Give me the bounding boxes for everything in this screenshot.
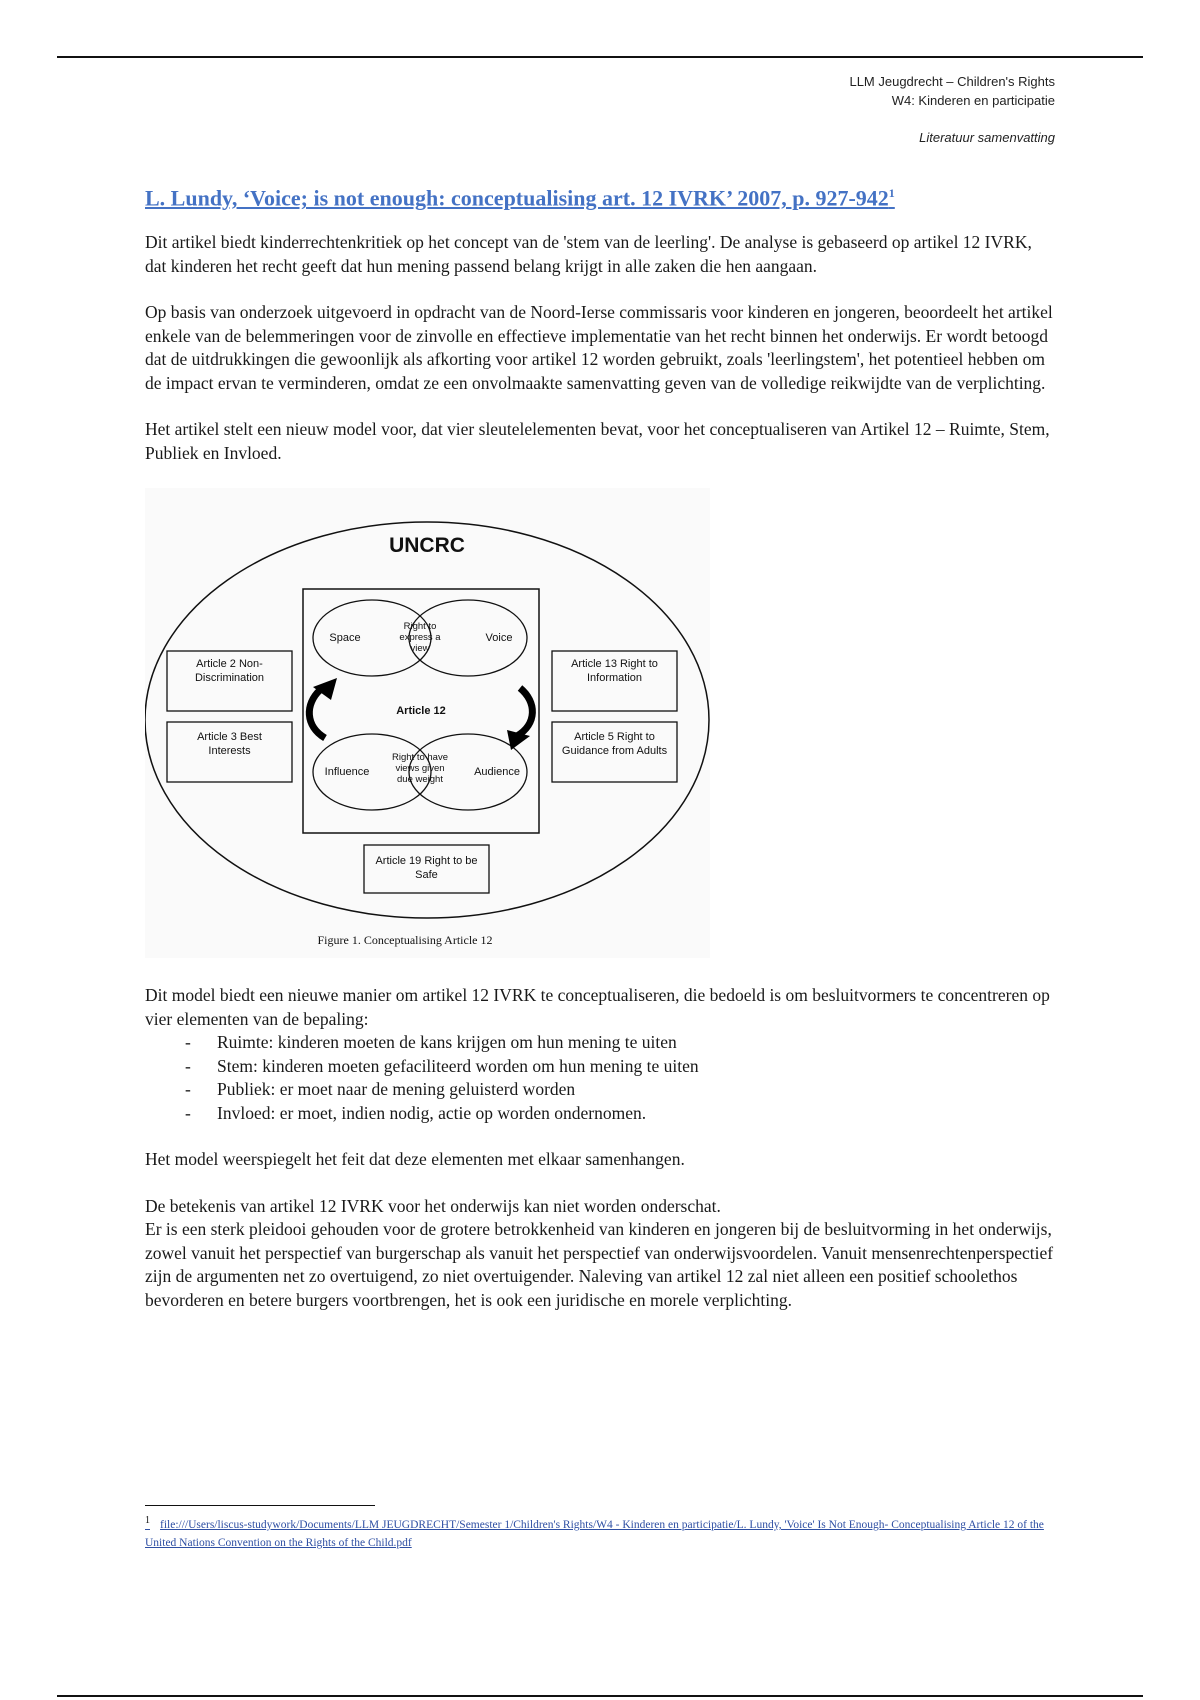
label-article-5: Article 5 Right to Guidance from Adults xyxy=(561,731,668,758)
list-item: - Invloed: er moet, indien nodig, actie op worden ondernomen. xyxy=(185,1102,1055,1126)
bottom-rule xyxy=(57,1695,1143,1697)
label-voice: Voice xyxy=(485,632,513,645)
title-footnote-ref[interactable]: 1 xyxy=(888,186,895,200)
header-course: LLM Jeugdrecht – Children's Rights xyxy=(849,74,1055,89)
label-article-2: Article 2 Non-Discrimination xyxy=(194,658,265,685)
top-rule xyxy=(57,56,1143,58)
paragraph-model-explained: Dit model biedt een nieuwe manier om artikel 12 IVRK te conceptualiseren, die bedoeld is om besluitvormers te concentreren op vier elementen van de bepaling: xyxy=(145,985,1050,1029)
footnote-link-text[interactable]: file:///Users/liscus-studywork/Documents/LLM JEUGDRECHT/Semester 1/Children's Rights/W4 - Kinderen en participatie/L. Lundy, 'Voice' Is Not Enough- Conceptualising Article 12 of the United Nations Convention on the Rights of the Child.pdf xyxy=(145,1518,1044,1549)
figure-diagram xyxy=(145,488,710,958)
paragraph-research: Op basis van onderzoek uitgevoerd in opdracht van de Noord-Ierse commissaris voor kinderen en jongeren, beoordeelt het artikel enkele van de belemmeringen voor de zinvolle en effectieve implementatie van het recht binnen het onderwijs. Er wordt betoogd dat de uitdrukkingen die gewoonlijk als afkorting voor artikel 12 worden gebruikt, zoals 'leerlingstem', het potentieel hebben om de impact ervan te verminderen, omdat ze een onvolmaakte samenvatting geven van de volledige reikwijdte van de verplichting. xyxy=(145,302,1053,393)
footnote-number: 1 xyxy=(145,1515,150,1526)
label-article-13: Article 13 Right to Information xyxy=(571,658,658,685)
list-item: - Publiek: er moet naar de mening geluisterd worden xyxy=(185,1078,1055,1102)
label-space: Space xyxy=(329,632,361,645)
label-article-19: Article 19 Right to be Safe xyxy=(375,855,478,882)
elements-list xyxy=(145,1031,1055,1125)
label-article-3: Article 3 Best Interests xyxy=(197,731,262,758)
label-audience: Audience xyxy=(474,766,520,779)
figure-conceptualising-article-12 xyxy=(145,488,710,958)
figure-caption: Figure 1. Conceptualising Article 12 xyxy=(317,933,493,948)
header-week: W4: Kinderen en participatie xyxy=(891,93,1055,108)
label-uncrc: UNCRC xyxy=(389,534,465,558)
paragraph-conclusion: Er is een sterk pleidooi gehouden voor de grotere betrokkenheid van kinderen en jongeren bij de besluitvorming in het onderwijs, zowel vanuit het perspectief van burgerschap als vanuit het perspectief van onderwijsvoordelen. Vanuit mensenrechtenperspectief zijn de argumenten net zo overtuigend, zo niet overtuigender. Naleving van artikel 12 zal niet alleen een positief schoolethos bevorderen en betere burgers voortbrengen, het is ook een juridische en morele verplichting. xyxy=(145,1219,1054,1310)
footnote-separator xyxy=(145,1505,375,1506)
article-title[interactable] xyxy=(145,178,1055,213)
paragraph-coherence: Het model weerspiegelt het feit dat deze elementen met elkaar samenhangen. xyxy=(145,1149,685,1170)
paragraph-intro: Dit artikel biedt kinderrechtenkritiek op het concept van de 'stem van de leerling'. De analyse is gebaseerd op artikel 12 IVRK, dat kinderen het recht geeft dat hun mening passend belang krijgt in alle zaken die hen aangaan. xyxy=(145,232,1032,276)
label-right-to-express: Right to express a view xyxy=(399,621,441,655)
article-title-text[interactable]: L. Lundy, ‘Voice; is not enough: conceptualising art. 12 IVRK’ 2007, p. 927-942 xyxy=(145,185,889,211)
document-body xyxy=(145,178,1055,1335)
label-right-due-weight: Right to have views given due weight xyxy=(392,752,448,786)
footnote-link[interactable] xyxy=(145,1512,1045,1552)
paragraph-model: Het artikel stelt een nieuw model voor, dat vier sleutelelementen bevat, voor het conceptualiseren van Artikel 12 – Ruimte, Stem, Publiek en Invloed. xyxy=(145,419,1050,463)
label-influence: Influence xyxy=(324,766,370,779)
header-doc-type: Literatuur samenvatting xyxy=(919,130,1055,145)
label-article-12: Article 12 xyxy=(396,705,446,718)
list-item: - Stem: kinderen moeten gefaciliteerd worden om hun mening te uiten xyxy=(185,1055,1055,1079)
paragraph-significance: De betekenis van artikel 12 IVRK voor het onderwijs kan niet worden onderschat. xyxy=(145,1195,721,1216)
footnote xyxy=(145,1505,1045,1552)
page-header xyxy=(849,72,1055,147)
list-item: - Ruimte: kinderen moeten de kans krijgen om hun mening te uiten xyxy=(185,1031,1055,1055)
